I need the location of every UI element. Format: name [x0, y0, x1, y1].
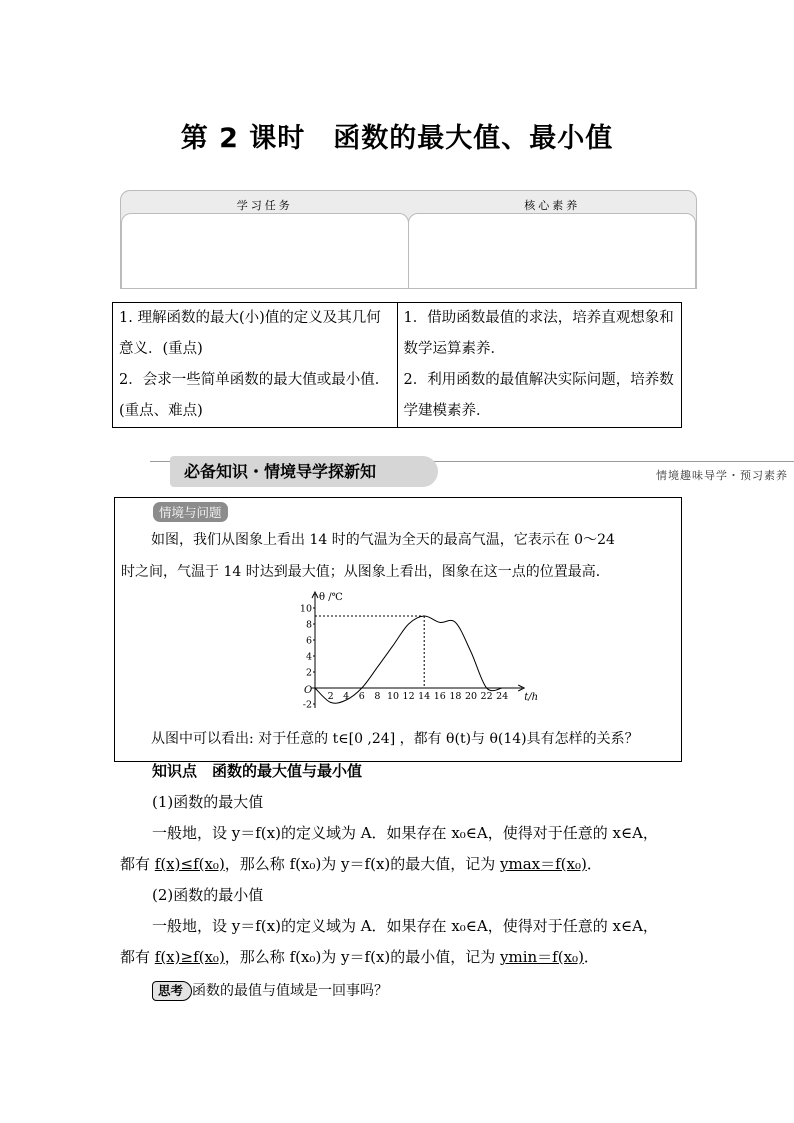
x-tick-label: 24	[496, 691, 509, 702]
x-tick-label: 8	[374, 691, 381, 702]
scenario-tag: 情境与问题	[153, 502, 228, 522]
min-text-c: ，那么称 f(x₀)为 y＝f(x)的最小值，记为	[224, 948, 501, 966]
min-def-line1: 一般地，设 y＝f(x)的定义域为 A．如果存在 x₀∈A，使得对于任意的 x∈A，	[152, 917, 658, 935]
x-tick-label: 2	[327, 691, 334, 702]
max-text-c: ，那么称 f(x₀)为 y＝f(x)的最大值，记为	[224, 855, 501, 873]
think-text: 函数的最值与值域是一回事吗？	[192, 983, 389, 999]
panel-right-header: 核心素养	[524, 199, 581, 212]
min-text-a: 都有	[120, 948, 155, 966]
x-tick-label: 18	[449, 691, 462, 702]
goals-table	[112, 302, 682, 428]
x-tick-label: 14	[418, 691, 431, 702]
panel-left-box	[121, 213, 409, 289]
max-text-e: ．	[586, 855, 602, 873]
max-def-line2	[120, 849, 602, 880]
literacy-2: 2．利用函数的最值解决实际问题，培养数学建模素养．	[403, 372, 674, 419]
y-tick-label: 8	[305, 619, 312, 631]
knowledge-heading: 知识点 函数的最大值与最小值	[152, 762, 363, 780]
temperature-chart	[299, 590, 539, 720]
x-tick-label: 10	[386, 691, 400, 702]
scenario-para-line2: 时之间，气温于 14 时达到最大值；从图象上看出，图象在这一点的位置最高．	[121, 564, 610, 580]
panel-right-box	[408, 213, 696, 289]
x-tick-label: 16	[433, 691, 446, 702]
core-literacy-cell	[397, 303, 682, 428]
x-tick-label: 12	[402, 691, 415, 702]
min-title: (2)函数的最小值	[152, 886, 264, 904]
y-axis-label: θ /℃	[319, 592, 343, 603]
max-title: (1)函数的最大值	[152, 793, 264, 811]
max-blank-1: f(x)≤f(x₀)	[154, 855, 225, 873]
x-axis-label: t/h	[524, 692, 539, 703]
y-tick-label: 6	[305, 635, 312, 647]
y-tick-label: -2	[302, 699, 312, 711]
y-tick-label: 4	[305, 651, 312, 663]
y-tick-label: 2	[305, 667, 312, 679]
min-blank-1: f(x)≥f(x₀)	[154, 948, 225, 966]
header-panel	[120, 190, 697, 289]
think-line	[152, 975, 388, 1007]
min-def-line2	[120, 942, 599, 973]
y-tick-label: 10	[299, 603, 312, 615]
section-aside: 情境趣味导学・预习素养	[656, 469, 788, 482]
scenario-para-line1: 如图，我们从图象上看出 14 时的气温为全天的最高气温，它表示在 0～24	[151, 532, 615, 548]
section-banner: 必备知识・情境导学探新知	[170, 456, 438, 487]
min-blank-2: ymin＝f(x₀)	[500, 948, 584, 966]
x-tick-label: 4	[343, 691, 350, 702]
task-2: 2．会求一些简单函数的最大值或最小值．(重点、难点)	[119, 372, 390, 419]
x-tick-label: 6	[358, 691, 365, 702]
x-tick-label: 20	[464, 691, 478, 702]
think-tag: 思考	[152, 981, 192, 1001]
origin-label: O	[304, 685, 313, 696]
x-tick-label: 22	[480, 691, 493, 702]
learning-tasks-cell	[113, 303, 398, 428]
page-title: 第 2 课时 函数的最大值、最小值	[180, 123, 614, 154]
max-blank-2: ymax＝f(x₀)	[500, 855, 587, 873]
max-def-line1: 一般地，设 y＝f(x)的定义域为 A．如果存在 x₀∈A，使得对于任意的 x∈A，	[152, 824, 658, 842]
scenario-box	[114, 497, 682, 762]
literacy-1: 1．借助函数最值的求法，培养直观想象和数学运算素养．	[403, 310, 674, 357]
panel-left-header: 学习任务	[236, 199, 293, 212]
max-text-a: 都有	[120, 855, 155, 873]
task-1: 1. 理解函数的最大(小)值的定义及其几何意义．(重点)	[119, 310, 381, 357]
min-text-e: ．	[583, 948, 599, 966]
scenario-question: 从图中可以看出: 对于任意的 t∈[0 ,24] ，都有 θ(t)与 θ(14)具有怎样的关系？	[151, 731, 639, 747]
